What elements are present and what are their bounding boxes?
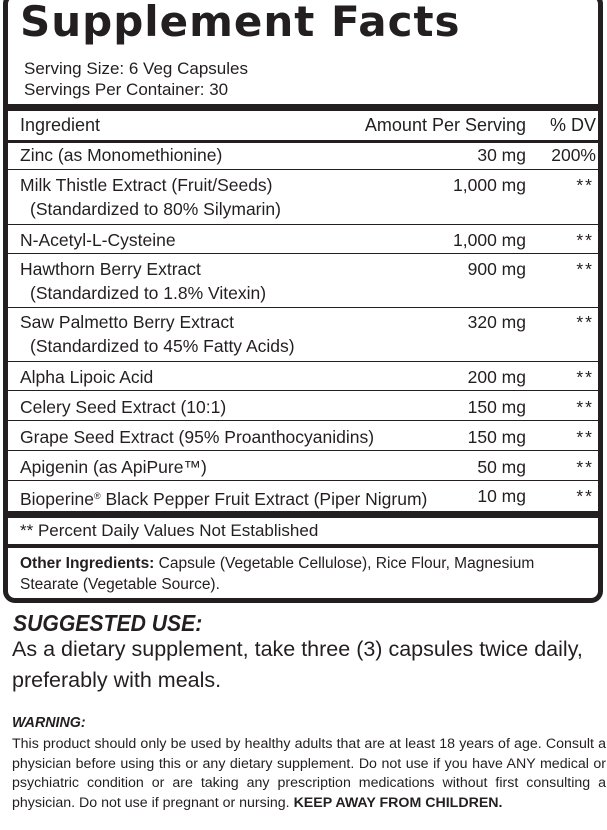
- ingredient-dv: **: [576, 486, 594, 506]
- ingredient-name: Apigenin (as ApiPure™): [20, 457, 207, 477]
- divider: [8, 420, 598, 421]
- thick-divider: [8, 511, 598, 518]
- ingredient-standardization: (Standardized to 1.8% Vitexin): [30, 283, 267, 303]
- ingredient-standardization: (Standardized to 80% Silymarin): [30, 199, 281, 219]
- divider: [8, 307, 598, 308]
- ingredient-amount: 30 mg: [477, 145, 526, 165]
- ingredient-standardization: (Standardized to 45% Fatty Acids): [30, 336, 295, 356]
- ingredient-dv: **: [576, 175, 594, 195]
- ingredient-name: Alpha Lipoic Acid: [20, 367, 154, 387]
- ingredient-name: Saw Palmetto Berry Extract: [20, 312, 234, 332]
- ingredient-amount: 50 mg: [477, 457, 526, 477]
- servings-per-container: Servings Per Container: 30: [24, 80, 229, 99]
- divider: [8, 224, 598, 225]
- divider: [8, 361, 598, 362]
- ingredient-amount: 150 mg: [467, 427, 526, 447]
- supplement-facts-panel: [3, 0, 603, 603]
- ingredient-amount: 320 mg: [467, 312, 526, 332]
- other-ingredients-text: Capsule (Vegetable Cellulose), Rice Flour, Magnesium Stearate (Vegetable Source).: [20, 555, 535, 593]
- divider: [8, 169, 598, 170]
- dv-footnote: ** Percent Daily Values Not Established: [20, 521, 319, 540]
- header-dv: % DV: [549, 115, 596, 135]
- ingredient-name: Milk Thistle Extract (Fruit/Seeds): [20, 175, 273, 195]
- ingredient-dv: **: [576, 457, 594, 477]
- ingredient-amount: 150 mg: [467, 397, 526, 417]
- divider: [8, 253, 598, 254]
- ingredient-name: N-Acetyl-L-Cysteine: [20, 230, 176, 250]
- suggested-use-title: SUGGESTED USE:: [13, 610, 203, 636]
- ingredient-dv: **: [576, 230, 594, 250]
- ingredient-dv: 200%: [551, 145, 596, 165]
- other-ingredients: [20, 553, 580, 595]
- divider: [8, 390, 598, 391]
- ingredient-amount: 1,000 mg: [453, 175, 526, 195]
- warning-text: This product should only be used by healthy adults that are at least 18 years of age. Consult a physician before using this or any dietary supplement. Do not use if you have ANY medical or psychiatric condition or are taking any prescription medications without first consulting a physician. Do not use if pregnant or nursing. KEEP AWAY FROM CHILDREN.: [12, 736, 606, 811]
- ingredient-name: Zinc (as Monomethionine): [20, 145, 223, 165]
- divider: [8, 450, 598, 451]
- ingredient-dv: **: [576, 427, 594, 447]
- header-amount: Amount Per Serving: [364, 115, 526, 135]
- ingredient-name: Grape Seed Extract (95% Proanthocyanidins): [20, 427, 375, 447]
- divider: [8, 480, 598, 481]
- ingredient-name: Bioperine® Black Pepper Fruit Extract (Piper Nigrum): [20, 489, 428, 509]
- keep-away-notice: KEEP AWAY FROM CHILDREN.: [293, 794, 503, 811]
- warning-title: WARNING:: [12, 714, 86, 731]
- serving-size: Serving Size: 6 Veg Capsules: [24, 59, 248, 78]
- ingredient-dv: **: [576, 367, 594, 387]
- ingredient-amount: 900 mg: [467, 259, 526, 279]
- ingredient-amount: 1,000 mg: [453, 230, 526, 250]
- ingredient-dv: **: [576, 259, 594, 279]
- header-ingredient: Ingredient: [20, 115, 101, 135]
- ingredient-amount: 200 mg: [467, 367, 526, 387]
- ingredient-name: Celery Seed Extract (10:1): [20, 397, 227, 417]
- ingredient-name: Hawthorn Berry Extract: [20, 259, 201, 279]
- other-ingredients-label: Other Ingredients:: [20, 555, 155, 572]
- suggested-use-text: As a dietary supplement, take three (3) capsules twice daily, preferably with meals.: [12, 637, 583, 692]
- panel-title: Supplement Facts: [20, 0, 461, 46]
- ingredient-dv: **: [576, 312, 594, 332]
- divider: [8, 544, 598, 548]
- ingredient-dv: **: [576, 397, 594, 417]
- ingredient-amount: 10 mg: [477, 486, 526, 506]
- thick-divider: [8, 104, 598, 111]
